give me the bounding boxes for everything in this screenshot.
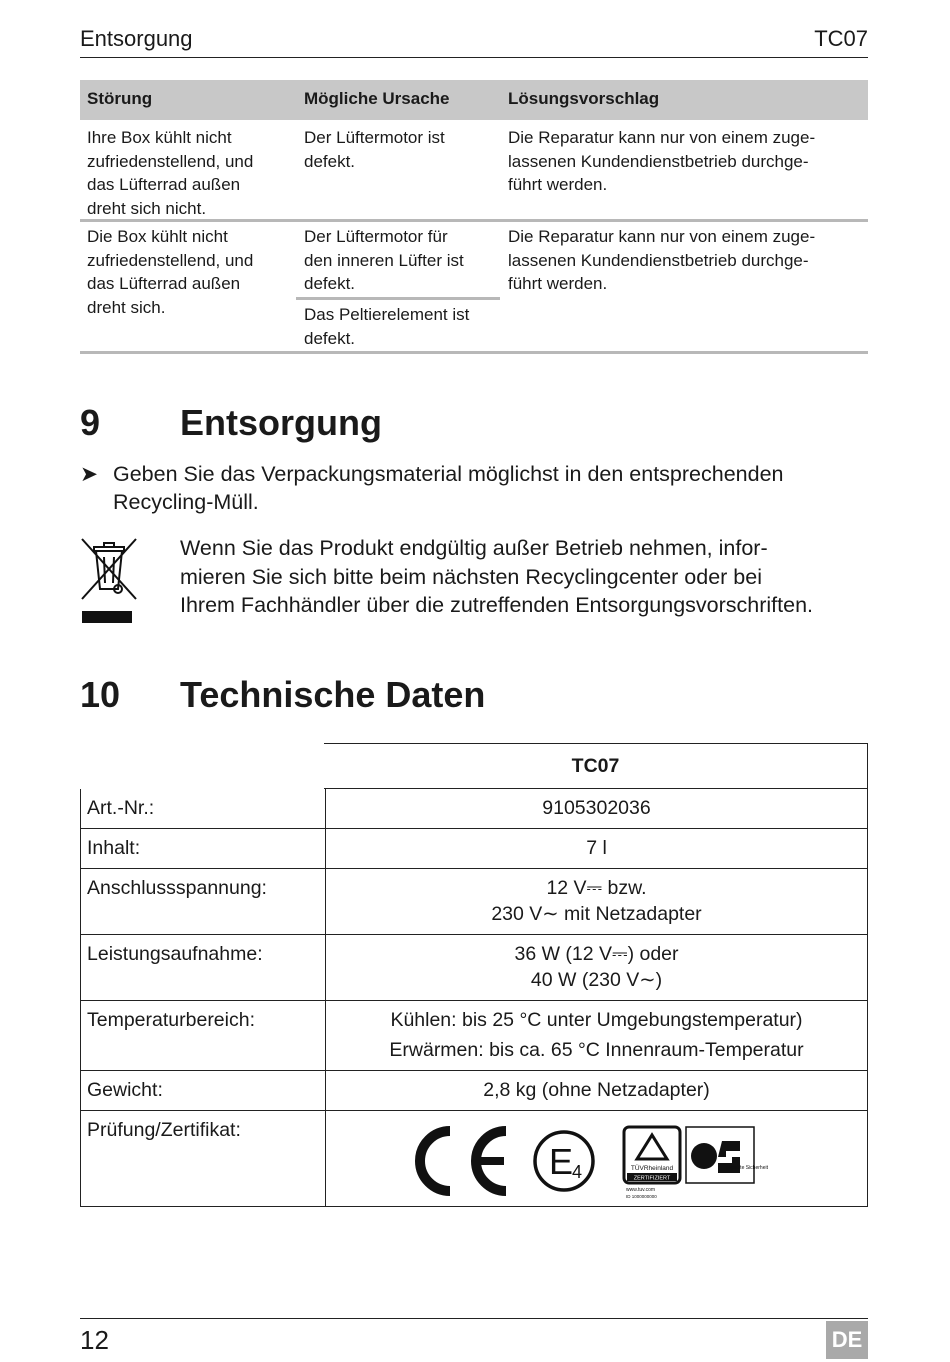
text-line: Die Reparatur kann nur von einem zuge- <box>508 128 816 147</box>
tuv-rheinland-mark-icon <box>624 1127 680 1199</box>
certification-logos <box>412 1119 772 1203</box>
text-line: Ihrem Fachhändler über die zutreffenden Entsorgungsvorschriften. <box>180 593 814 617</box>
e4-mark-icon <box>535 1132 593 1190</box>
header-cell: Störung <box>87 89 153 108</box>
text-line: defekt. <box>304 151 356 171</box>
tuv-name: TÜVRheinland <box>630 1165 674 1172</box>
text-line: dreht sich. <box>87 297 166 317</box>
row-label: Leistungsaufnahme: <box>87 943 263 965</box>
text-line: lassenen Kundendienstbetrieb durchge- <box>508 250 809 270</box>
solution-cell <box>508 126 815 197</box>
gs-text: geprüfte Sicherheit <box>726 1165 768 1171</box>
weee-crossed-bin-icon <box>80 537 138 625</box>
section-number: 9 <box>80 402 101 443</box>
table-row <box>80 789 868 829</box>
cause-cell <box>304 303 469 350</box>
disposal-paragraph <box>180 534 880 620</box>
ce-mark-icon <box>420 1131 506 1191</box>
table-header <box>324 743 868 789</box>
page-header <box>80 24 868 58</box>
text-line: führt werden. <box>508 175 608 194</box>
row-label: Gewicht: <box>87 1079 163 1101</box>
page-number: 12 <box>80 1325 109 1355</box>
section-number: 10 <box>80 674 121 715</box>
table-row <box>80 1071 868 1111</box>
text-line: Kühlen: bis 25 °C unter Umgebungstemperatur) <box>390 1009 803 1031</box>
text-line: Das Peltierelement ist <box>304 305 470 324</box>
text-line: Erwärmen: bis ca. 65 °C Innenraum-Temperatur <box>389 1039 804 1061</box>
text-line: Die Box kühlt nicht <box>87 227 228 246</box>
table-header <box>80 80 868 120</box>
row-value <box>325 935 867 1000</box>
cause-cell <box>304 225 464 296</box>
e-mark-letter: E <box>549 1141 574 1182</box>
text-line: Geben Sie das Verpackungsmaterial möglichst in den entsprechenden <box>113 462 784 486</box>
tuv-cert: ZERTIFIZIERT <box>633 1175 671 1182</box>
row-value <box>325 869 867 934</box>
table-row <box>80 869 868 935</box>
cause-cell <box>304 126 445 173</box>
table-row <box>80 222 868 354</box>
tuv-id: ID 1000000000 <box>626 1194 657 1199</box>
text-line: führt werden. <box>508 274 608 293</box>
text-line: das Lüfterrad außen <box>87 274 241 293</box>
technical-data-table <box>80 743 868 1207</box>
text-line: zufriedenstellend, und <box>87 250 254 270</box>
row-value <box>325 1071 867 1110</box>
text-line: mieren Sie sich bitte beim nächsten Recyclingcenter oder bei <box>180 564 762 589</box>
cause-divider <box>296 297 500 300</box>
header-section: Entsorgung <box>80 26 193 51</box>
page-footer <box>80 1318 868 1362</box>
troubleshooting-table <box>80 80 868 354</box>
text-line: 9105302036 <box>542 797 651 819</box>
table-row <box>80 1001 868 1071</box>
text-line: defekt. <box>304 328 356 348</box>
row-value <box>325 1001 867 1070</box>
text-line: Der Lüftermotor für <box>304 227 448 246</box>
text-line: Recycling-Müll. <box>113 490 259 514</box>
row-label: Temperaturbereich: <box>87 1009 255 1031</box>
certification-marks <box>325 1111 867 1206</box>
table-row <box>80 935 868 1001</box>
table-row <box>80 120 868 222</box>
row-value <box>325 829 867 868</box>
row-label: Art.-Nr.: <box>87 797 155 819</box>
row-label: Prüfung/Zertifikat: <box>87 1119 241 1141</box>
header-model: TC07 <box>814 26 868 51</box>
text-line: 230 V∼ mit Netzadapter <box>491 903 702 925</box>
text-line: zufriedenstellend, und <box>87 151 254 171</box>
section-title: Entsorgung <box>180 402 382 443</box>
gs-mark-icon <box>686 1127 769 1183</box>
solution-cell <box>508 225 815 296</box>
text-line: Ihre Box kühlt nicht <box>87 128 232 147</box>
language-badge: DE <box>826 1321 868 1359</box>
text-line: den inneren Lüfter ist <box>304 250 464 270</box>
text-line: dreht sich nicht. <box>87 198 207 218</box>
text-line: 7 l <box>586 837 607 859</box>
table-row <box>80 829 868 869</box>
text-line: 12 V⎓ bzw. <box>546 877 647 899</box>
text-line: Die Reparatur kann nur von einem zuge- <box>508 227 816 246</box>
text-line: 36 W (12 V⎓) oder <box>514 943 679 965</box>
tuv-url: www.tuv.com <box>626 1187 656 1193</box>
text-line: Der Lüftermotor ist <box>304 128 445 147</box>
e-mark-number: 4 <box>572 1162 583 1182</box>
text-line: 40 W (230 V∼) <box>530 969 663 991</box>
text-line: defekt. <box>304 274 356 293</box>
header-cell: Mögliche Ursache <box>304 89 450 108</box>
text-line: 2,8 kg (ohne Netzadapter) <box>483 1079 710 1101</box>
text-line: das Lüfterrad außen <box>87 175 241 194</box>
header-cell: Lösungsvorschlag <box>508 89 660 108</box>
arrow-bullet-icon: ➤ <box>80 462 99 486</box>
problem-cell <box>87 126 253 220</box>
row-value <box>325 789 867 828</box>
table-row <box>80 1111 868 1207</box>
row-label: Anschlussspannung: <box>87 877 267 899</box>
text-line: Wenn Sie das Produkt endgültig außer Betrieb nehmen, infor- <box>180 536 768 560</box>
text-line: lassenen Kundendienstbetrieb durchge- <box>508 151 809 171</box>
row-label: Inhalt: <box>87 837 141 859</box>
problem-cell <box>87 225 253 319</box>
model-header: TC07 <box>571 755 620 777</box>
section-title: Technische Daten <box>180 674 486 715</box>
